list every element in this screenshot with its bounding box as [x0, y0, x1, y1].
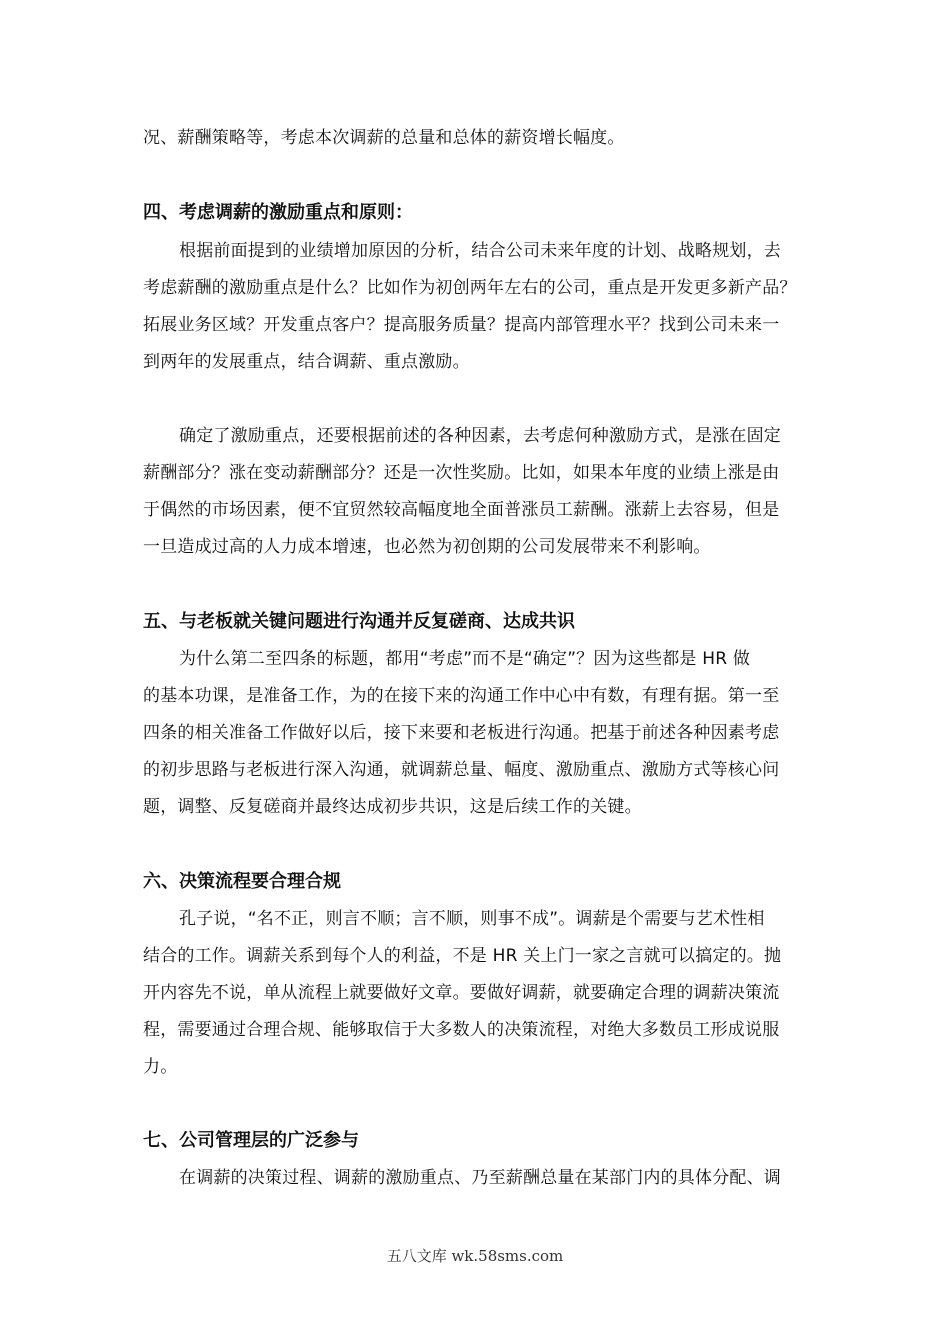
- paragraph-line: 拓展业务区域？开发重点客户？提高服务质量？提高内部管理水平？找到公司未来一: [143, 315, 780, 335]
- section-7-heading: 七、公司管理层的广泛参与: [143, 1130, 359, 1151]
- paragraph-line: 的基本功课，是准备工作，为的在接下来的沟通工作中心中有数，有理有据。第一至: [143, 686, 780, 706]
- paragraph-line: 薪酬部分？涨在变动薪酬部分？还是一次性奖励。比如，如果本年度的业绩上涨是由: [143, 463, 780, 483]
- paragraph-line: 到两年的发展重点，结合调薪、重点激励。: [143, 352, 470, 372]
- section-4-heading: 四、考虑调薪的激励重点和原则：: [143, 202, 413, 223]
- paragraph-line: 于偶然的市场因素，便不宜贸然较高幅度地全面普涨员工薪酬。涨薪上去容易，但是: [143, 500, 780, 520]
- paragraph-line: 结合的工作。调薪关系到每个人的利益，不是 HR 关上门一家之言就可以搞定的。抛: [143, 946, 782, 966]
- paragraph-line: 为什么第二至四条的标题，都用“考虑”而不是“确定”？因为这些都是 HR 做: [179, 649, 751, 669]
- paragraph-line: 题，调整、反复磋商并最终达成初步共识，这是后续工作的关键。: [143, 797, 642, 817]
- paragraph-line: 程，需要通过合理合规、能够取信于大多数人的决策流程，对绝大多数员工形成说服: [143, 1020, 780, 1040]
- intro-line: 况、薪酬策略等，考虑本次调薪的总量和总体的薪资增长幅度。: [143, 128, 625, 148]
- paragraph-line: 力。: [143, 1057, 178, 1077]
- paragraph-line: 根据前面提到的业绩增加原因的分析，结合公司未来年度的计划、战略规划，去: [179, 241, 781, 261]
- paragraph-line: 开内容先不说，单从流程上就要做好文章。要做好调薪，就要确定合理的调薪决策流: [143, 983, 780, 1003]
- section-5-heading: 五、与老板就关键问题进行沟通并反复磋商、达成共识: [143, 611, 575, 632]
- paragraph-line: 确定了激励重点，还要根据前述的各种因素，去考虑何种激励方式，是涨在固定: [179, 426, 781, 446]
- paragraph-line: 孔子说，“名不正，则言不顺；言不顺，则事不成”。调薪是个需要与艺术性相: [179, 909, 765, 929]
- paragraph-line: 的初步思路与老板进行深入沟通，就调薪总量、幅度、激励重点、激励方式等核心问: [143, 760, 780, 780]
- paragraph-line: 一旦造成过高的人力成本增速，也必然为初创期的公司发展带来不利影响。: [143, 537, 711, 557]
- footer-watermark: 五八文库 wk.58sms.com: [386, 1247, 564, 1265]
- paragraph-line: 四条的相关准备工作做好以后，接下来要和老板进行沟通。把基于前述各种因素考虑: [143, 723, 780, 743]
- paragraph-line: 在调薪的决策过程、调薪的激励重点、乃至薪酬总量在某部门内的具体分配、调: [179, 1168, 781, 1188]
- paragraph-line: 考虑薪酬的激励重点是什么？比如作为初创两年左右的公司，重点是开发更多新产品？: [143, 278, 797, 298]
- section-6-heading: 六、决策流程要合理合规: [143, 871, 341, 892]
